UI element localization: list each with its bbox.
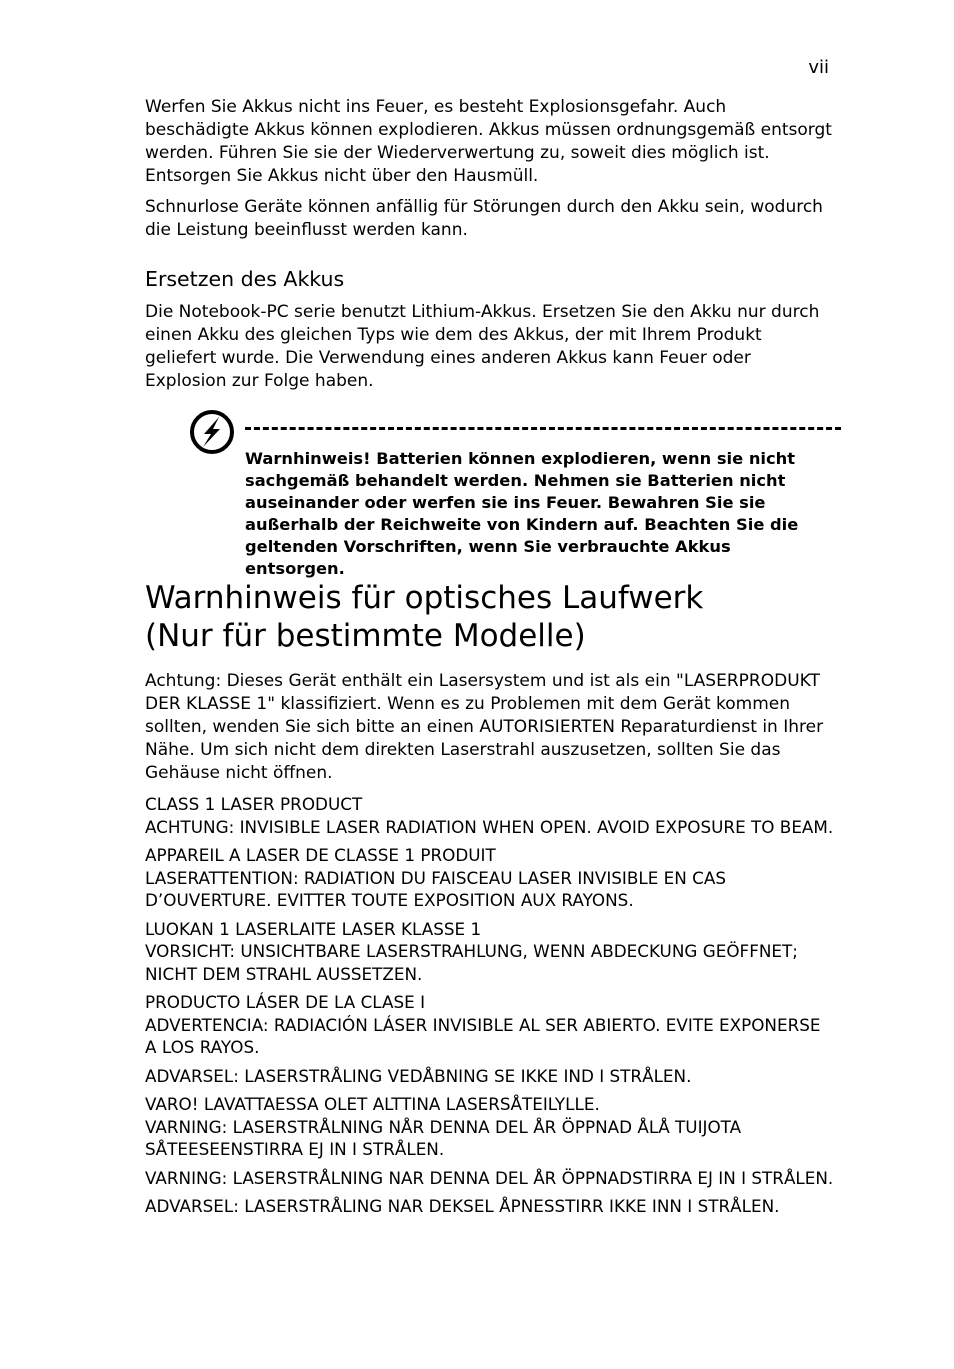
laser-notice: APPAREIL A LASER DE CLASSE 1 PRODUIT LASERATTENTION: RADIATION DU FAISCEAU LASER INVISIBLE EN CAS D’OUVERTURE. EVITTER TOUTE EXPOSITION AUX RAYONS. — [145, 845, 727, 910]
warning-callout — [189, 409, 835, 578]
warning-dotted-rule — [245, 427, 841, 430]
optical-drive-heading-line2: (Nur für bestimmte Modelle) — [145, 618, 586, 654]
laser-notice: VARNING: LASERSTRÅLNING NAR DENNA DEL ÅR ÖPPNADSTIRRA EJ IN I STRÅLEN. — [145, 1167, 834, 1188]
page-content — [145, 96, 835, 1224]
laser-notice: ADVARSEL: LASERSTRÅLING NAR DEKSEL ÅPNESSTIRR IKKE INN I STRÅLEN. — [145, 1196, 780, 1216]
intro-paragraph-2: Schnurlose Geräte können anfällig für Störungen durch den Akku sein, wodurch die Leistung beeinflusst werden kann. — [145, 197, 823, 240]
laser-notices — [145, 793, 835, 1218]
optical-drive-heading — [145, 579, 835, 655]
laser-notice: ADVARSEL: LASERSTRÅLING VEDÅBNING SE IKKE IND I STRÅLEN. — [145, 1065, 692, 1086]
battery-section-paragraph: Die Notebook-PC serie benutzt Lithium-Akkus. Ersetzen Sie den Akku nur durch einen Akku des gleichen Typs wie dem des Akkus, der mit Ihrem Produkt geliefert wurde. Die Verwendung eines anderen Akkus kann Feuer oder Explosion zur Folge haben. — [145, 302, 820, 391]
laser-notice: LUOKAN 1 LASERLAITE LASER KLASSE 1 VORSICHT: UNSICHTBARE LASERSTRAHLUNG, WENN ABDECKUNG GEÖFFNET; NICHT DEM STRAHL AUSSETZEN. — [145, 918, 798, 984]
intro-paragraph-1: Werfen Sie Akkus nicht ins Feuer, es besteht Explosionsgefahr. Auch beschädigte Akkus können explodieren. Akkus müssen ordnungsgemäß entsorgt werden. Führen Sie sie der Wiederverwertung zu, soweit dies möglich ist. Entsorgen Sie Akkus nicht über den Hausmüll. — [145, 97, 832, 186]
laser-notice: VARO! LAVATTAESSA OLET ALTTINA LASERSÅTEILYLLE. VARNING: LASERSTRÅLNING NÅR DENNA DEL ÅR ÖPPNAD ÅLÅ TUIJOTA SÅTEESEENSTIRRA EJ IN I STRÅLEN. — [145, 1094, 742, 1159]
optical-drive-heading-line1: Warnhinweis für optisches Laufwerk — [145, 580, 704, 616]
lightning-warning-icon — [189, 409, 235, 455]
laser-notice: CLASS 1 LASER PRODUCT ACHTUNG: INVISIBLE LASER RADIATION WHEN OPEN. AVOID EXPOSURE TO BEAM. — [145, 794, 834, 837]
page-number: vii — [808, 57, 829, 78]
warning-text: Warnhinweis! Batterien können explodieren, wenn sie nicht sachgemäß behandelt werden. Nehmen sie Batterien nicht auseinander oder werfen sie ins Feuer. Bewahren Sie sie außerhalb der Reichweite von Kindern auf. Beachten Sie die geltenden Vorschriften, wenn Sie verbrauchte Akkus entsorgen. — [245, 449, 799, 578]
laser-notice: PRODUCTO LÁSER DE LA CLASE I ADVERTENCIA: RADIACIÓN LÁSER INVISIBLE AL SER ABIERTO. EVITE EXPONERSE A LOS RAYOS. — [145, 992, 821, 1057]
optical-drive-paragraph: Achtung: Dieses Gerät enthält ein Lasersystem und ist als ein "LASERPRODUKT DER KLASSE 1" klassifiziert. Wenn es zu Problemen mit dem Gerät kommen sollten, wenden Sie sich bitte an einen AUTORISIERTEN Reparaturdienst in Ihrer Nähe. Um sich nicht dem direkten Laserstrahl auszusetzen, sollten Sie das Gehäuse nicht öffnen. — [145, 671, 824, 783]
battery-section-heading: Ersetzen des Akkus — [145, 267, 345, 291]
